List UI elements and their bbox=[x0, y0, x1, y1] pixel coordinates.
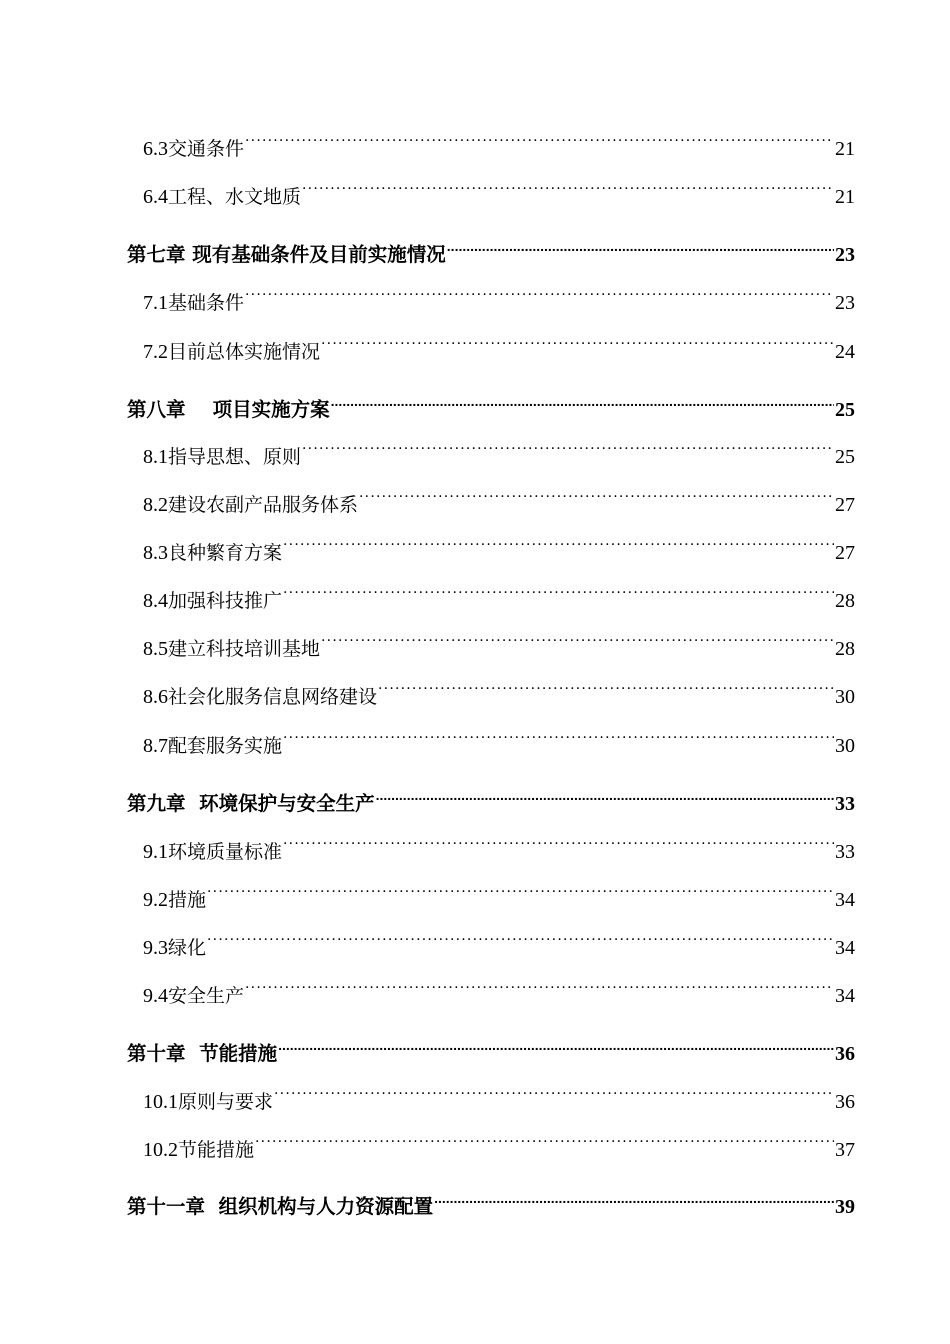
toc-chapter-title: 第十一章 组织机构与人力资源配置 bbox=[127, 1195, 434, 1218]
toc-entry-number: 6.4 bbox=[143, 186, 168, 208]
toc-entry-number: 10.1 bbox=[143, 1091, 178, 1113]
dot-leader bbox=[331, 392, 834, 416]
toc-entry-page: 34 bbox=[835, 937, 855, 959]
toc-entry-page: 23 bbox=[835, 292, 855, 314]
toc-entry-page: 24 bbox=[835, 341, 855, 363]
toc-entry-page: 27 bbox=[835, 494, 855, 516]
toc-chapter-page: 33 bbox=[835, 793, 855, 815]
toc-entry-title: 交通条件 bbox=[168, 138, 245, 160]
dot-leader bbox=[378, 679, 834, 703]
toc-entry-title: 加强科技推广 bbox=[168, 590, 283, 612]
toc-entry-page: 28 bbox=[835, 638, 855, 660]
dot-leader bbox=[283, 583, 834, 607]
toc-entry-page: 25 bbox=[835, 446, 855, 468]
toc-entry-number: 7.1 bbox=[143, 292, 168, 314]
dot-leader bbox=[376, 786, 834, 810]
dot-leader bbox=[274, 1084, 834, 1108]
toc-entry-title: 基础条件 bbox=[168, 292, 245, 314]
toc-entry-8-2[interactable] bbox=[143, 487, 855, 516]
toc-entry-page: 21 bbox=[835, 186, 855, 208]
toc-entry-title: 环境质量标准 bbox=[168, 841, 283, 863]
toc-entry-title: 安全生产 bbox=[168, 985, 245, 1007]
toc-entry-8-3[interactable] bbox=[143, 535, 855, 564]
toc-entry-title: 绿化 bbox=[168, 937, 207, 959]
toc-chapter-10[interactable] bbox=[127, 1036, 855, 1065]
toc-entry-title: 配套服务实施 bbox=[168, 735, 283, 757]
dot-leader bbox=[283, 535, 834, 559]
dot-leader bbox=[302, 179, 834, 203]
toc-entry-7-1[interactable] bbox=[143, 285, 855, 314]
toc-entry-9-2[interactable] bbox=[143, 882, 855, 911]
dot-leader bbox=[447, 237, 834, 261]
dot-leader bbox=[278, 1036, 834, 1060]
toc-entry-title: 良种繁育方案 bbox=[168, 542, 283, 564]
dot-leader bbox=[283, 728, 834, 752]
toc-entry-page: 28 bbox=[835, 590, 855, 612]
toc-entry-title: 建立科技培训基地 bbox=[168, 638, 321, 660]
toc-chapter-page: 36 bbox=[835, 1043, 855, 1065]
toc-entry-number: 10.2 bbox=[143, 1139, 178, 1161]
toc-entry-page: 36 bbox=[835, 1091, 855, 1113]
toc-entry-number: 6.3 bbox=[143, 138, 168, 160]
dot-leader bbox=[207, 882, 834, 906]
dot-leader bbox=[283, 834, 834, 858]
toc-chapter-title: 第八章 项目实施方案 bbox=[127, 398, 330, 421]
toc-entry-number: 9.3 bbox=[143, 937, 168, 959]
toc-entry-title: 建设农副产品服务体系 bbox=[168, 494, 359, 516]
toc-chapter-title: 第十章 节能措施 bbox=[127, 1042, 278, 1065]
toc-entry-number: 8.2 bbox=[143, 494, 168, 516]
toc-entry-title: 社会化服务信息网络建设 bbox=[168, 686, 378, 708]
toc-entry-9-3[interactable] bbox=[143, 930, 855, 959]
toc-chapter-page: 25 bbox=[835, 399, 855, 421]
toc-entry-9-4[interactable] bbox=[143, 978, 855, 1007]
toc-entry-number: 8.6 bbox=[143, 686, 168, 708]
toc-chapter-8[interactable] bbox=[127, 392, 855, 421]
dot-leader bbox=[434, 1189, 834, 1213]
toc-entry-page: 33 bbox=[835, 841, 855, 863]
toc-chapter-title: 第九章 环境保护与安全生产 bbox=[127, 792, 375, 815]
toc-entry-title: 措施 bbox=[168, 889, 207, 911]
dot-leader bbox=[245, 978, 834, 1002]
toc-entry-title: 原则与要求 bbox=[178, 1091, 274, 1113]
toc-entry-number: 9.1 bbox=[143, 841, 168, 863]
toc-chapter-page: 23 bbox=[835, 244, 855, 266]
dot-leader bbox=[302, 439, 834, 463]
toc-entry-7-2[interactable] bbox=[143, 334, 855, 363]
toc-entry-number: 7.2 bbox=[143, 341, 168, 363]
toc-entry-number: 8.4 bbox=[143, 590, 168, 612]
dot-leader bbox=[245, 285, 834, 309]
toc-entry-8-4[interactable] bbox=[143, 583, 855, 612]
toc-entry-number: 9.4 bbox=[143, 985, 168, 1007]
toc-entry-8-1[interactable] bbox=[143, 439, 855, 468]
dot-leader bbox=[255, 1132, 834, 1156]
toc-entry-page: 34 bbox=[835, 985, 855, 1007]
toc-entry-page: 30 bbox=[835, 735, 855, 757]
toc-chapter-title: 第七章 现有基础条件及目前实施情况 bbox=[127, 243, 446, 266]
toc-entry-page: 21 bbox=[835, 138, 855, 160]
dot-leader bbox=[321, 631, 834, 655]
toc-entry-title: 指导思想、原则 bbox=[168, 446, 302, 468]
toc-chapter-9[interactable] bbox=[127, 786, 855, 815]
toc-entry-title: 目前总体实施情况 bbox=[168, 341, 321, 363]
toc-entry-8-5[interactable] bbox=[143, 631, 855, 660]
dot-leader bbox=[321, 334, 834, 358]
toc-entry-title: 工程、水文地质 bbox=[168, 186, 302, 208]
toc-entry-page: 37 bbox=[835, 1139, 855, 1161]
toc-entry-number: 9.2 bbox=[143, 889, 168, 911]
toc-entry-10-1[interactable] bbox=[143, 1084, 855, 1113]
toc-entry-number: 8.3 bbox=[143, 542, 168, 564]
dot-leader bbox=[245, 131, 834, 155]
toc-entry-page: 27 bbox=[835, 542, 855, 564]
toc-entry-6-3[interactable] bbox=[143, 131, 855, 160]
dot-leader bbox=[207, 930, 834, 954]
toc-entry-8-6[interactable] bbox=[143, 679, 855, 708]
toc-entry-9-1[interactable] bbox=[143, 834, 855, 863]
dot-leader bbox=[359, 487, 834, 511]
toc-entry-page: 34 bbox=[835, 889, 855, 911]
toc-entry-page: 30 bbox=[835, 686, 855, 708]
toc-chapter-page: 39 bbox=[835, 1196, 855, 1218]
toc-entry-8-7[interactable] bbox=[143, 728, 855, 757]
toc-entry-number: 8.1 bbox=[143, 446, 168, 468]
toc-chapter-7[interactable] bbox=[127, 237, 855, 266]
toc-entry-6-4[interactable] bbox=[143, 179, 855, 208]
toc-entry-number: 8.5 bbox=[143, 638, 168, 660]
toc-entry-title: 节能措施 bbox=[178, 1139, 255, 1161]
toc-chapter-11[interactable] bbox=[127, 1189, 855, 1218]
toc-entry-10-2[interactable] bbox=[143, 1132, 855, 1161]
toc-entry-number: 8.7 bbox=[143, 735, 168, 757]
